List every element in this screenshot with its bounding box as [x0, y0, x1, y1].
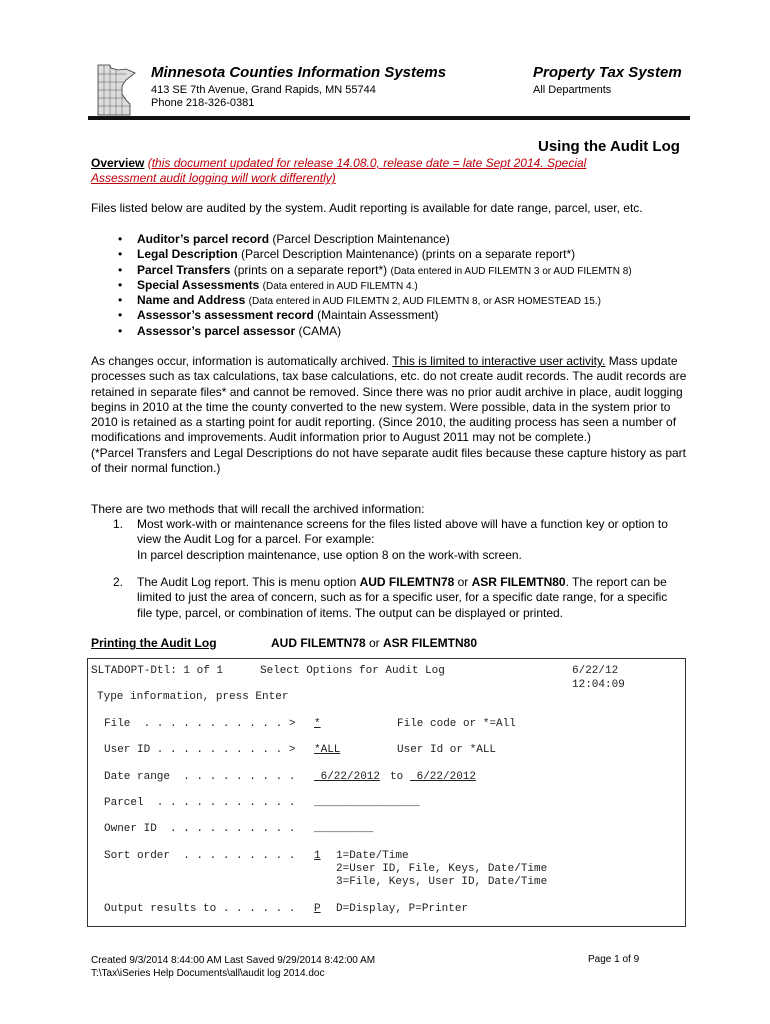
list-item: • Name and Address (Data entered in AUD FILEMTN 2, AUD FILEMTN 8, or ASR HOMESTEAD 15.)	[118, 293, 601, 308]
method-item-2: 2. The Audit Log report. This is menu option AUD FILEMTN78 or ASR FILEMTN80. The report can be limited to just the area of concern, such as for a specific user, for a specific date range, for a specific file type, parcel, or combination of items. The output can be displayed or printed.	[113, 575, 668, 620]
audited-files-list	[118, 232, 698, 339]
page-number: Page 1 of 9	[588, 954, 640, 965]
page-title: Using the Audit Log	[538, 138, 680, 155]
user-id-label: User ID . . . . . . . . . . >	[104, 744, 296, 756]
file-help: File code or *=All	[397, 718, 516, 730]
files-intro: Files listed below are audited by the system. Audit reporting is available for date range, parcel, user, etc.	[91, 201, 643, 215]
sort-option-1: 1=Date/Time	[336, 850, 409, 862]
footer-dates: Created 9/3/2014 8:44:00 AM Last Saved 9/29/2014 8:42:00 AM	[91, 955, 376, 966]
printing-menu-options: AUD FILEMTN78 or ASR FILEMTN80	[271, 636, 478, 650]
output-input[interactable]: P	[314, 903, 321, 915]
user-id-help: User Id or *ALL	[397, 744, 497, 756]
org-name: Minnesota Counties Information Systems	[151, 64, 447, 81]
list-item: • Assessor’s assessment record (Maintain Assessment)	[118, 308, 439, 323]
output-help: D=Display, P=Printer	[336, 903, 469, 915]
date-to-input[interactable]: 6/22/2012	[410, 771, 477, 783]
printing-heading: Printing the Audit Log	[91, 636, 217, 650]
sort-option-3: 3=File, Keys, User ID, Date/Time	[336, 876, 548, 888]
file-label: File . . . . . . . . . . . >	[104, 718, 296, 730]
overview-section	[91, 156, 651, 187]
minnesota-map-logo	[96, 64, 136, 116]
file-input[interactable]: *	[314, 718, 321, 730]
audit-log-options-screen	[87, 658, 686, 927]
sort-order-input[interactable]: 1	[314, 850, 321, 862]
methods-intro: There are two methods that will recall the archived information:	[91, 502, 425, 516]
sort-order-label: Sort order . . . . . . . . .	[104, 850, 296, 862]
user-id-input[interactable]: *ALL	[314, 744, 341, 756]
screen-instruction: Type information, press Enter	[97, 691, 289, 703]
list-item: • Auditor’s parcel record (Parcel Description Maintenance)	[118, 232, 450, 246]
list-item: • Assessor’s parcel assessor (CAMA)	[118, 323, 342, 338]
sort-option-2: 2=User ID, File, Keys, Date/Time	[336, 863, 548, 875]
screen-date: 6/22/12	[572, 665, 619, 677]
screen-program-id: SLTADOPT-Dtl: 1 of 1	[91, 665, 224, 677]
archiving-paragraph: As changes occur, information is automatically archived. This is limited to interactive user activity. Mass update processes such as tax calculations, tax base calculations, etc. do not create audit records. The audit records are retained in separate files* and cannot be removed. Since there was no prior audit archive in place, audit logging begins in 2010 at the time the county converted to the new system. Were possible, data in the system prior to 2010 is retained as a starting point for audit reporting. (Since 2010, the auditing process has seen a number of modifications and improvements. Audit information prior to August 2011 may not be complete.) (*Parcel Transfers and Legal Descriptions do not have separate audit files because these capture history as part of their normal function.)	[91, 354, 687, 476]
list-item: • Special Assessments (Data entered in AUD FILEMTN 4.)	[118, 277, 418, 292]
overview-update-note: (this document updated for release 14.08.0, release date = late Sept 2014. Special Assessment audit logging will work differently)	[91, 156, 587, 186]
list-item: • Parcel Transfers (prints on a separate report*) (Data entered in AUD FILEMTN 3 or AUD FILEMTN 8)	[118, 262, 632, 277]
system-name: Property Tax System	[533, 64, 682, 81]
footer-info	[91, 954, 375, 980]
date-to-word: to	[390, 771, 404, 783]
method-item-1: 1. Most work-with or maintenance screens for the files listed above will have a function key or option to view the Audit Log for a parcel. For example: In parcel description maintenance, use option 8 on the work-with screen.	[113, 517, 668, 562]
screen-time: 12:04:09	[572, 679, 625, 691]
org-address: 413 SE 7th Avenue, Grand Rapids, MN 55744	[151, 84, 376, 96]
screen-title: Select Options for Audit Log	[260, 665, 445, 677]
department: All Departments	[533, 84, 612, 96]
date-from-input[interactable]: 6/22/2012	[314, 771, 381, 783]
overview-heading: Overview	[91, 156, 145, 170]
list-item: • Legal Description (Parcel Description Maintenance) (prints on a separate report*)	[118, 247, 576, 262]
header-divider	[88, 116, 690, 120]
owner-id-input[interactable]: _________	[314, 823, 374, 835]
methods-section	[91, 502, 691, 620]
output-label: Output results to . . . . . .	[104, 903, 296, 915]
org-phone: Phone 218-326-0381	[151, 97, 255, 109]
footnote: (*Parcel Transfers and Legal Descriptions do not have separate audit files because these capture history as part of their normal function.)	[91, 445, 687, 476]
owner-id-label: Owner ID . . . . . . . . . .	[104, 823, 296, 835]
date-range-label: Date range . . . . . . . . .	[104, 771, 296, 783]
footer-file-path: T:\Tax\iSeries Help Documents\all\audit log 2014.doc	[91, 968, 325, 979]
parcel-input[interactable]: ________________	[314, 797, 420, 809]
parcel-label: Parcel . . . . . . . . . . .	[104, 797, 296, 809]
